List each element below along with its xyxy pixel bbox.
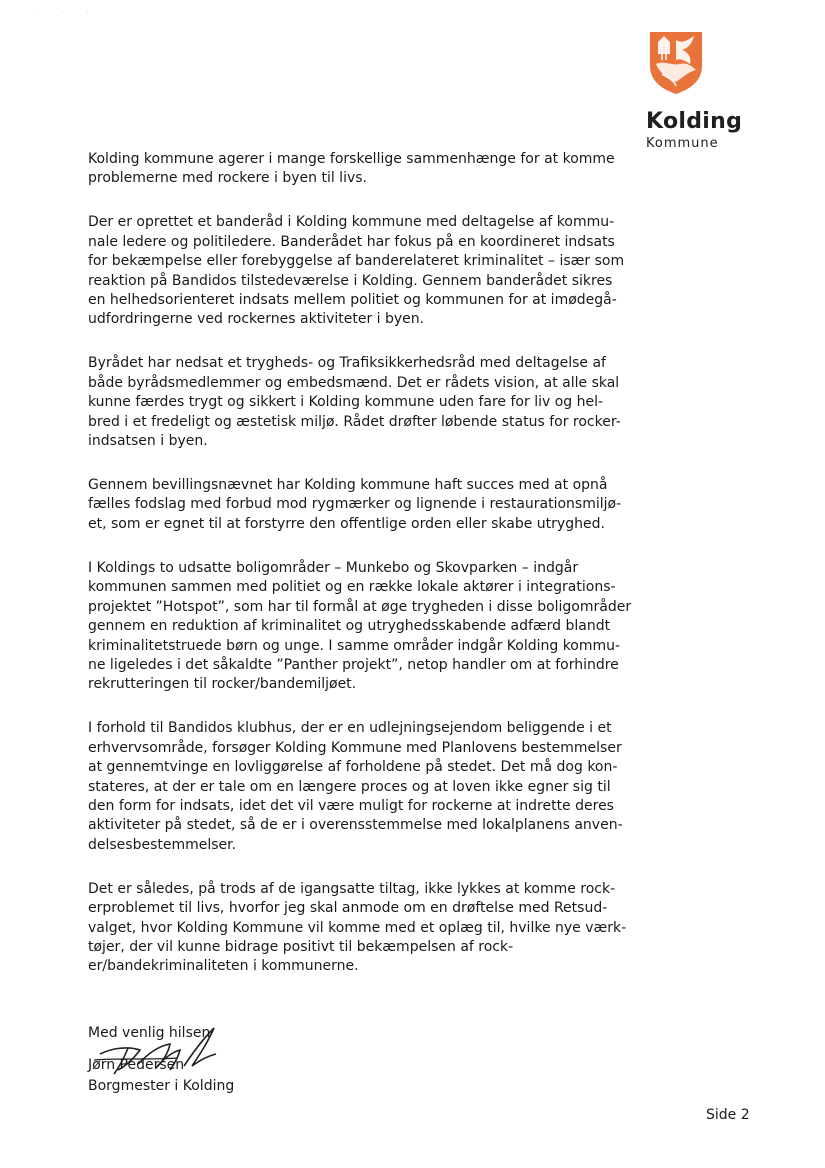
text-line: fælles fodslag med forbud mod rygmærker og lignende i restaurationsmiljø- (88, 496, 622, 513)
text-line: stateres, at der er tale om en længere proces og at loven ikke egner sig til (88, 778, 611, 795)
paragraph (88, 880, 648, 977)
paragraph (88, 150, 648, 189)
text-line: rekrutteringen til rocker/bandemiljøet. (88, 676, 357, 693)
text-line: indsatsen i byen. (88, 433, 208, 450)
text-line: aktiviteter på stedet, så de er i overensstemmelse med lokalplanens anven- (88, 817, 623, 834)
text-line: både byrådsmedlemmer og embedsmænd. Det er rådets vision, at alle skal (88, 374, 620, 391)
text-line: ne ligeledes i det såkaldte ”Panther projekt”, netop handler om at forhindre (88, 656, 619, 673)
paragraph (88, 719, 648, 855)
text-line: Byrådet har nedsat et trygheds- og Trafiksikkerhedsråd med deltagelse af (88, 355, 606, 372)
text-line: at gennemtvinge en lovliggørelse af forholdene på stedet. Det må dog kon- (88, 759, 618, 776)
text-line: valget, hvor Kolding Kommune vil komme med et oplæg til, hvilke nye værk- (88, 919, 627, 936)
text-line: er/bandekriminaliteten i kommunerne. (88, 958, 359, 975)
text-line: erhvervsområde, forsøger Kolding Kommune med Planlovens bestemmelser (88, 739, 622, 756)
paragraph (88, 559, 648, 695)
text-line: delsesbestemmelser. (88, 836, 237, 853)
text-line: Det er således, på trods af de igangsatte tiltag, ikke lykkes at komme rock- (88, 880, 616, 897)
text-line: Gennem bevillingsnævnet har Kolding kommune haft succes med at opnå (88, 477, 608, 494)
text-line: den form for indsats, idet det vil være muligt for rockerne at indrette deres (88, 797, 614, 814)
text-line: Kolding kommune agerer i mange forskellige sammenhænge for at komme (88, 151, 615, 167)
letter-body (88, 150, 648, 1001)
signatory-name: Jørn Pedersen (88, 1057, 185, 1073)
text-line: kunne færdes trygt og sikkert i Kolding kommune uden fare for liv og hel- (88, 394, 604, 411)
scan-artifact-marks: · · · (36, 8, 99, 17)
coat-of-arms-icon (648, 30, 704, 96)
text-line: gennem en reduktion af kriminalitet og utryghedsskabende adfærd blandt (88, 618, 611, 635)
closing-greeting: Med venlig hilsen (88, 1025, 211, 1041)
paragraph (88, 213, 648, 329)
brand-subtitle: Kommune (646, 136, 719, 151)
text-line: tøjer, der vil kunne bidrage positivt til bekæmpelsen af rock- (88, 938, 514, 955)
closing-block (88, 1023, 234, 1097)
text-line: en helhedsorienteret indsats mellem politiet og kommunen for at imødegå- (88, 292, 617, 309)
signatory-title: Borgmester i Kolding (88, 1078, 235, 1094)
text-line: Der er oprettet et banderåd i Kolding kommune med deltagelse af kommu- (88, 214, 615, 231)
text-line: I Koldings to udsatte boligområder – Munkebo og Skovparken – indgår (88, 559, 579, 576)
page-number: Side 2 (706, 1107, 750, 1123)
text-line: reaktion på Bandidos tilstedeværelse i Kolding. Gennem banderådet sikres (88, 272, 613, 289)
text-line: udfordringerne ved rockernes aktiviteter i byen. (88, 311, 425, 328)
paragraph (88, 476, 648, 534)
text-line: bred i et fredeligt og æstetisk miljø. Rådet drøfter løbende status for rocker- (88, 413, 621, 430)
text-line: kommunen sammen med politiet og en række lokale aktører i integrations- (88, 579, 616, 596)
text-line: et, som er egnet til at forstyrre den offentlige orden eller skabe utryghed. (88, 515, 605, 532)
text-line: I forhold til Bandidos klubhus, der er en udlejningsejendom beliggende i et (88, 720, 612, 737)
text-line: kriminalitetstruede børn og unge. I samme områder indgår Kolding kommu- (88, 637, 621, 654)
text-line: for bekæmpelse eller forebyggelse af banderelateret kriminalitet – især som (88, 253, 625, 270)
text-line: projektet ”Hotspot”, som har til formål at øge trygheden i disse boligområder (88, 598, 632, 615)
text-line: erproblemet til livs, hvorfor jeg skal anmode om en drøftelse med Retsud- (88, 900, 608, 917)
brand-name: Kolding (646, 109, 743, 134)
paragraph (88, 354, 648, 451)
text-line: problemerne med rockere i byen til livs. (88, 170, 367, 187)
text-line: nale ledere og politiledere. Banderådet har fokus på en koordineret indsats (88, 233, 615, 250)
